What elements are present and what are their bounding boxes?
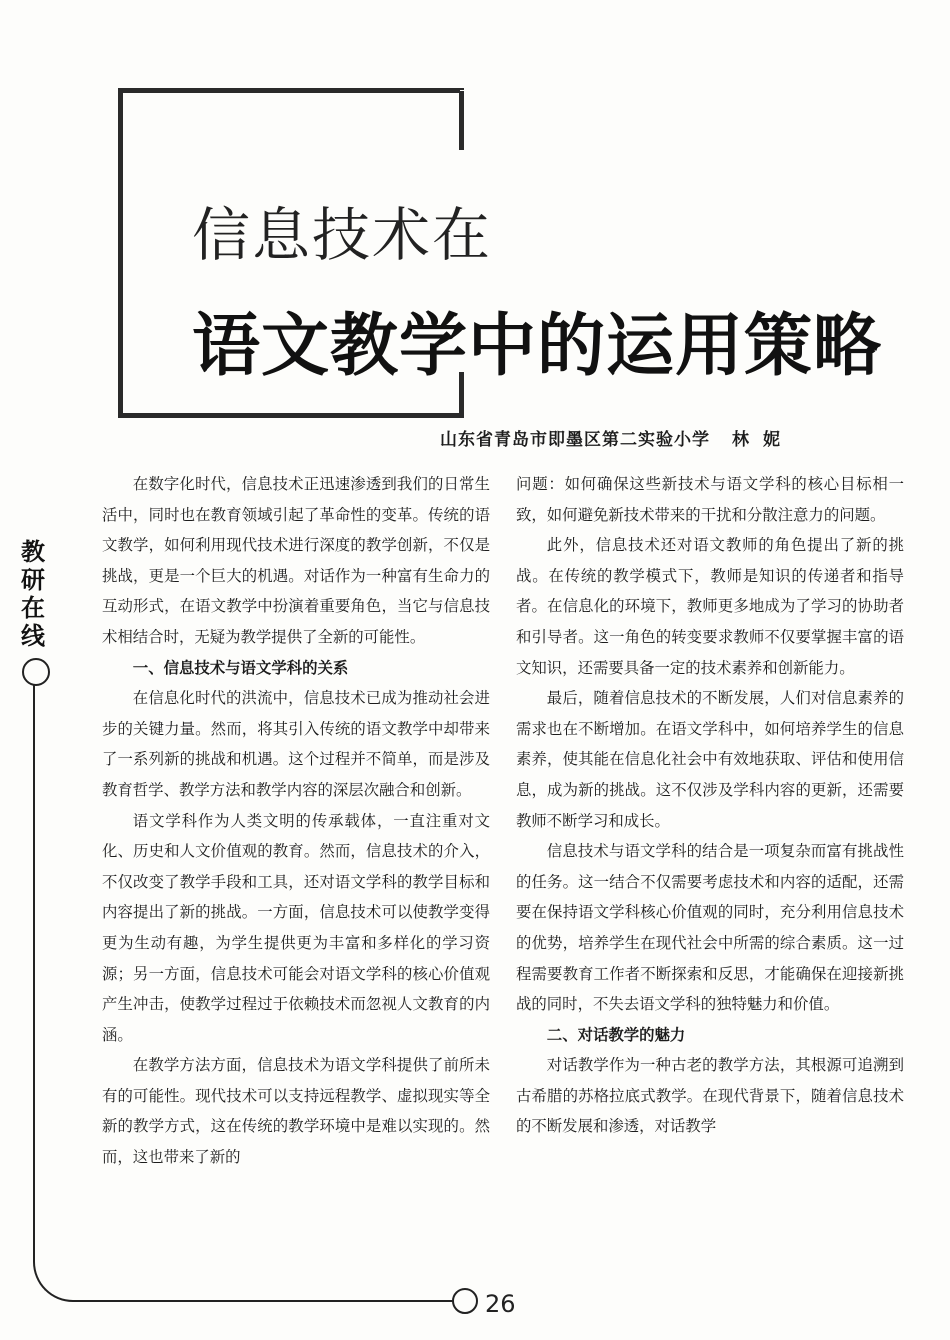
- section-heading-1: 一、信息技术与语文学科的关系: [132, 658, 349, 677]
- paragraph: 最后，随着信息技术的不断发展，人们对信息素养的需求也在不断增加。在语文学科中，如何培养学生的信息素养，使其能在信息化社会中有效地获取、评估和使用信息，成为新的挑战。这不仅涉及学科内容的更新，还需要教师不断学习和成长。: [516, 689, 904, 830]
- affiliation: 山东省青岛市即墨区第二实验小学: [440, 430, 710, 450]
- side-rule: [33, 682, 35, 1242]
- article-title-line2: 语文教学中的运用策略: [192, 307, 883, 386]
- paragraph: 此外，信息技术还对语文教师的角色提出了新的挑战。在传统的教学模式下，教师是知识的传递者和指导者。在信息化的环境下，教师更多地成为了学习的协助者和引导者。这一角色的转变要求教师不仅要掌握丰富的语文知识，还需要具备一定的技术素养和创新能力。: [516, 536, 904, 677]
- paragraph: 在数字化时代，信息技术正迅速渗透到我们的日常生活中，同时也在教育领域引起了革命性的变革。传统的语文教学，如何利用现代技术进行深度的教学创新，不仅是挑战，更是一个巨大的机遇。对话作为一种富有生命力的互动形式，在语文教学中扮演着重要角色，当它与信息技术相结合时，无疑为教学提供了全新的可能性。: [102, 475, 490, 646]
- paragraph: 在教学方法方面，信息技术为语文学科提供了前所未有的可能性。现代技术可以支持远程教学、虚拟现实等全新的教学方式，这在传统的教学环境中是难以实现的。然而，这也带来了新的: [102, 1056, 490, 1167]
- paragraph: 语文学科作为人类文明的传承载体，一直注重对文化、历史和人文价值观的教育。然而，信息技术的介入，不仅改变了教学手段和工具，还对语文学科的教学目标和内容提出了新的挑战。一方面，信息技术可以使教学变得更为生动有趣，为学生提供更为丰富和多样化的学习资源；另一方面，信息技术可能会对语文学科的核心价值观产生冲击，使教学过程过于依赖技术而忽视人文教育的内涵。: [102, 811, 490, 1044]
- title-frame-gap-top: [460, 90, 468, 91]
- side-circle-marker: [22, 658, 50, 686]
- byline: [440, 425, 880, 450]
- author: 林妮: [732, 430, 794, 450]
- bottom-rule: [33, 1240, 465, 1302]
- paragraph: 信息技术与语文学科的结合是一项复杂而富有挑战性的任务。这一结合不仅需要考虑技术和内容的适配，还需要在保持语文学科核心价值观的同时，充分利用信息技术的优势，培养学生在现代社会中所需的综合素质。这一过程需要教育工作者不断探索和反思，才能确保在迎接新挑战的同时，不失去语文学科的独特魅力和价值。: [516, 842, 904, 1014]
- paragraph-continued: 问题：如何确保这些新技术与语文学科的核心目标相一致，如何避免新技术带来的干扰和分散注意力的问题。: [516, 475, 904, 524]
- section-label: 教研在线: [21, 538, 45, 650]
- page-circle-marker: [452, 1288, 478, 1314]
- paragraph: 对话教学作为一种古老的教学方法，其根源可追溯到古希腊的苏格拉底式教学。在现代背景下，随着信息技术的不断发展和渗透，对话教学: [516, 1056, 904, 1136]
- section-heading-2: 二、对话教学的魅力: [546, 1025, 686, 1044]
- right-column: [516, 469, 904, 1142]
- page-number: 26: [485, 1290, 516, 1318]
- left-column: [102, 469, 490, 1173]
- paragraph: 在信息化时代的洪流中，信息技术已成为推动社会进步的关键力量。然而，将其引入传统的语文教学中却带来了一系列新的挑战和机遇。这个过程并不简单，而是涉及教育哲学、教学方法和教学内容的深层次融合和创新。: [102, 689, 490, 799]
- article-title-line1: 信息技术在: [192, 201, 493, 269]
